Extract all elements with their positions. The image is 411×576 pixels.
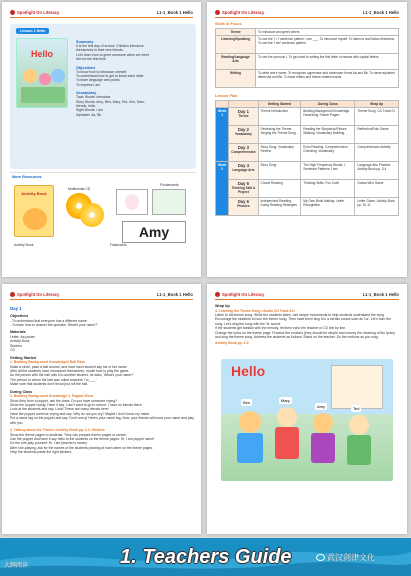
- plan-cell: Theme Song. CD Track 01: [355, 108, 399, 126]
- series-logo: [215, 292, 264, 297]
- watermark-small: 大牌阅读: [4, 563, 29, 569]
- activity-subheading: 1. Building Background Knowledge// Ball Pass: [10, 360, 85, 365]
- caption-banner: [0, 538, 411, 576]
- materials-heading: Materials: [10, 330, 26, 335]
- day-cell: [229, 162, 258, 180]
- table-row: [216, 29, 399, 36]
- table-row: [216, 36, 399, 54]
- objective-line: To understand how to get to know each other: [76, 74, 144, 79]
- skills-table: [215, 28, 399, 88]
- child-illustration: [39, 73, 51, 85]
- plan-cell: Echo Reading. Comprehension Checking. Vocabulary: [301, 144, 355, 162]
- skill-name: Listening/Speaking: [216, 36, 256, 54]
- getting-started-heading: Getting Started: [10, 355, 36, 360]
- classroom-board: [331, 365, 383, 409]
- step-line: Show Amy from a puppet, ask the class: Do you have someone crying?: [10, 398, 118, 403]
- page-header: [10, 8, 193, 18]
- theme-page-illustration: [221, 359, 393, 481]
- step-line: Listen to the theme song. While the students listen, use simple movements to help students understand the song.: [215, 313, 386, 317]
- plan-cell: My Own Book Making. Letter Recognition: [301, 198, 355, 216]
- summary-line: themselves to their new friends.: [76, 48, 124, 53]
- name-label: Ben: [243, 400, 251, 405]
- material-line: Letter: Aa poster: [10, 335, 35, 339]
- skill-desc: To introduce and greet others: [256, 29, 399, 36]
- skill-name: Reading/Language Arts: [216, 54, 256, 70]
- objective-line: - To understand that everyone has a different name.: [10, 318, 88, 323]
- day-sub: Theme: [238, 114, 249, 118]
- day-cell: [229, 144, 258, 162]
- week-label: Week 1: [216, 108, 229, 162]
- page-header: [215, 290, 399, 300]
- step-line: Show the theme pages to students. They can prepare theme pages or screen.: [10, 432, 128, 437]
- vocab-line: friends, hello: [76, 104, 96, 109]
- pocketcard-image: [152, 189, 186, 215]
- wrap-up-page: [207, 284, 407, 534]
- step-line: As the person with the ball rolls it to another student, he asks, 'What's your name?': [10, 373, 134, 378]
- logo-text: Spotlight On Literacy: [17, 292, 60, 297]
- table-row: [216, 162, 399, 180]
- plan-cell: The High Frequency Words: I. Sentence Patterns: I am: [301, 162, 355, 180]
- book-cover-title: Hello: [30, 49, 53, 59]
- day-heading: Day 1: [10, 306, 22, 311]
- table-row: [216, 180, 399, 198]
- step-line: Put a name tag on the puppet and say: Don't worry! Here's your name tag. Now, your friends will know your name and play with you.: [10, 416, 194, 425]
- book-illustration: [23, 208, 47, 230]
- resources-heading: More Resources: [12, 175, 42, 179]
- day-label: Day 5: [237, 181, 249, 186]
- table-header-row: [216, 101, 399, 108]
- name-label: Mary: [281, 398, 290, 403]
- page-header: [215, 8, 399, 18]
- objective-line: To know how to introduce oneself: [76, 69, 127, 74]
- step-line: Show the puppet crying: Have it say, I don't want to go to school. I have no friends there.: [10, 403, 143, 408]
- day-cell: [229, 126, 258, 144]
- during-class-heading: During Class: [10, 389, 33, 394]
- objectives-heading: Objectives: [10, 314, 29, 318]
- plan-cell: Story Song. Vocabulary Review: [258, 144, 301, 162]
- child-illustration: [23, 69, 37, 83]
- activity-subheading: 3. Talking about the Theme / Activity Book pp. 2-3, Stickers: [10, 428, 105, 433]
- day-label: Day 1: [237, 109, 249, 114]
- lesson-tag: Lesson 1 Hello: [16, 28, 49, 34]
- table-row: [216, 198, 399, 216]
- child-body: [347, 435, 371, 465]
- week-label: Week 2: [216, 162, 229, 216]
- child-figure: [313, 413, 333, 433]
- step-line: Change the lyrics on the theme page. Practice the motions (they should be simple and convey the meaning of the lyrics) and sing the theme song. Address the students as follows: Stand on the teacher. Do the motions as you sing.: [215, 330, 395, 340]
- step-line: Make sure that students don't throw just roll the ball.: [10, 382, 89, 387]
- child-illustration: [51, 69, 65, 83]
- logo-text: Spotlight On Literacy: [222, 292, 265, 297]
- summary-line: him for the first time.: [76, 57, 107, 62]
- plan-cell: Reflection/Role Game: [355, 126, 399, 144]
- skill-desc: To write one's name. To recognize uppercase and lowercase forms Aa and Bb. To name alphabet letters Aa and Bb. To trace letters and theme-related words.: [256, 70, 399, 88]
- resource-label: Flashcards: [110, 243, 127, 247]
- vocab-line: Topic Words: introduce: [76, 95, 111, 100]
- summary-heading: Summary: [76, 40, 94, 44]
- resource-label: Activity Book: [14, 243, 34, 247]
- plan-cell: Building Background Knowledge. Describing Theme Pages.: [301, 108, 355, 126]
- flashcard: Amy: [122, 221, 186, 243]
- watermark: [316, 552, 375, 563]
- table-row: [216, 70, 399, 88]
- plan-cell: Reviewing the Theme. Singing the Theme Song.: [258, 126, 301, 144]
- col-header: [216, 101, 229, 108]
- skill-name: Theme: [216, 29, 256, 36]
- logo-icon: [215, 10, 220, 15]
- day-sub: Comprehension: [231, 150, 256, 154]
- day-cell: [229, 108, 258, 126]
- activity-subheading: 2. Building Background Knowledge 3. Puppet Show: [10, 394, 94, 399]
- lesson-plan-heading: Lesson Plan: [215, 94, 238, 98]
- skills-section: [215, 22, 399, 216]
- col-header: [229, 101, 258, 108]
- material-line: Activity Book: [10, 339, 30, 344]
- table-row: [216, 126, 399, 144]
- skill-name: Writing: [216, 70, 256, 88]
- activity-book-cover-text: Activity Book: [21, 191, 47, 196]
- day-sub: Language Arts: [232, 168, 255, 172]
- step-line: The person to whom the ball was rolled answers 'I'm ___.': [10, 377, 97, 382]
- resource-label: Multimedia CD: [68, 187, 91, 191]
- series-logo: [10, 10, 59, 15]
- child-body: [237, 433, 263, 463]
- summary-line: It is the first day of school. Children introduce: [76, 44, 144, 48]
- step-line: Have the puppet continue crying and say: Why do not you cry? Maybe I don't know my name.: [10, 411, 151, 416]
- col-header: Wrap Up: [355, 101, 399, 108]
- child-figure: [239, 411, 261, 433]
- watermark-text: 武汉剑津文化: [327, 553, 375, 562]
- resource-label: Pocketcards: [160, 183, 179, 187]
- plan-cell: Theme Introduction: [258, 108, 301, 126]
- child-body: [311, 433, 335, 463]
- skill-desc: To use the pronoun I. To get used to writing the first letter of names with capital letters.: [256, 54, 399, 70]
- scene-title: Hello: [231, 363, 266, 379]
- pocketcard-image: [116, 189, 148, 215]
- day1-page: [2, 284, 201, 534]
- page-title: L1-1_Book 1 Hello: [156, 10, 193, 15]
- day-label: Day 2: [237, 127, 249, 132]
- page-title: L1-1_Book 1 Hello: [362, 292, 399, 297]
- step-line: Look at the students and say: Look! These are many friends here!: [10, 407, 109, 412]
- vocab-line: Story Words: Amy, Ben, Mary, Ted, Kim, Sam,: [76, 99, 145, 104]
- plan-cell: Reading the Storybook/Picture Walking. Vocabulary Building.: [301, 126, 355, 144]
- logo-icon: [10, 292, 15, 297]
- child-figure: [277, 407, 297, 427]
- day-label: Day 6: [237, 199, 249, 204]
- page-header: [10, 290, 193, 300]
- logo-text: Spotlight On Literacy: [222, 10, 265, 15]
- page-title: L1-1_Book 1 Hello: [156, 292, 193, 297]
- day-label: Day 4: [237, 163, 249, 168]
- vocab-line: Alphabet: Aa, Bb: [76, 112, 102, 117]
- table-row: [216, 54, 399, 70]
- caption-title: 1. Teachers Guide: [120, 546, 292, 568]
- col-header: Getting Started: [258, 101, 301, 108]
- material-line: Stickers: [10, 343, 23, 348]
- plan-cell: Thinking Skills. Fun Craft: [301, 180, 355, 198]
- summary-line: Let's learn how to greet someone when we meet: [76, 52, 149, 57]
- day-sub: Vocabulary: [234, 132, 252, 136]
- objective-line: To learn language arts points: [76, 78, 120, 83]
- day1-content: [10, 306, 194, 455]
- logo-text: Spotlight On Literacy: [17, 10, 60, 15]
- step-line: Encourage the students to hum the theme song. Then have them sing it in a certain sound such as 'La'. Let's hum the song. Let's sing the song with the 'la' sound.: [215, 317, 392, 326]
- lesson-overview-page: [2, 2, 201, 277]
- plan-cell: Choral Reading: [258, 180, 301, 198]
- plan-cell: Letter Game. Activity Book pp. 10-11: [355, 198, 399, 216]
- day-label: Day 3: [237, 145, 249, 150]
- objective-line: - To learn how to answer the question 'What's your name?': [10, 323, 98, 327]
- vocab-line: Sight Words: I am: [76, 108, 103, 113]
- activity-book-ref: Activity Book pp. 2-3: [215, 341, 249, 346]
- day-sub: Thinking Skill & Project: [231, 186, 256, 194]
- skill-desc: To use the 'I / I' sentence pattern: I am ___. To introduce myself. To listen to and follow directions. To use the 'I am' sentence pattern.: [256, 36, 399, 54]
- pocketcard-illustration: [125, 194, 139, 210]
- more-resources-section: [10, 172, 196, 272]
- series-logo: [10, 292, 59, 297]
- wrap-up-heading: Wrap Up: [215, 304, 230, 308]
- series-logo: [215, 10, 264, 15]
- child-body: [275, 427, 299, 459]
- plan-cell: Independent Reading. Doing Reading Strategies: [258, 198, 301, 216]
- page-title: L1-1_Book 1 Hello: [362, 10, 399, 15]
- wrap-up-content: [215, 304, 399, 346]
- col-header: During Class: [301, 101, 355, 108]
- objective-line: To express I am: [76, 82, 100, 87]
- summary-block: [76, 40, 194, 117]
- day-cell: [229, 180, 258, 198]
- step-line: Make a circle, pass a ball around, and have each student say his or her name.: [10, 364, 128, 369]
- day-sub: Phonics: [237, 204, 250, 208]
- lesson-plan-table: [215, 100, 399, 216]
- step-line: Use the puppet and have it say hello to the students on the theme pages: Hi, I am puppet name!: [10, 436, 155, 441]
- book-cover: [16, 38, 68, 108]
- step-line: If the students get familiar with the melody, let them echo the teacher or CD line by line.: [215, 326, 346, 331]
- ground-illustration: [21, 87, 65, 103]
- skills-heading: Skills in Focus: [215, 22, 242, 26]
- step-line: Do the role-play yourself: Hi, I am (teacher's name).: [10, 441, 88, 446]
- wechat-icon: [316, 554, 325, 561]
- day-cell: [229, 198, 258, 216]
- logo-icon: [215, 292, 220, 297]
- name-label: Ted: [353, 406, 360, 411]
- plan-cell: Comprehension Activity: [355, 144, 399, 162]
- table-row: [216, 144, 399, 162]
- name-label: Amy: [317, 404, 325, 409]
- child-figure: [349, 415, 369, 435]
- step-line: After role-playing, ask for the names of the students pointing at each other on the theme pages.: [10, 445, 154, 450]
- step-line: After all the students have introduced themselves, model how to play the game.: [10, 369, 130, 374]
- activity-subheading: 4. Learning the Theme Song <Audio CD Track 01>: [215, 308, 296, 313]
- plan-cell: Story Song: [258, 162, 301, 180]
- activity-book-image: [14, 185, 54, 237]
- plan-cell: Guess Who Game: [355, 180, 399, 198]
- step-line: Help the students paste the right stickers.: [10, 450, 73, 455]
- logo-icon: [10, 10, 15, 15]
- skills-and-plan-page: [207, 2, 407, 277]
- vocabulary-heading: Vocabulary: [76, 91, 97, 96]
- table-row: [216, 108, 399, 126]
- material-line: CD: [10, 348, 15, 353]
- objectives-heading: Objectives: [76, 65, 96, 70]
- plan-cell: Language Arts Practice. Activity Book pp. 3-4: [355, 162, 399, 180]
- cd-disc-image: [80, 203, 104, 227]
